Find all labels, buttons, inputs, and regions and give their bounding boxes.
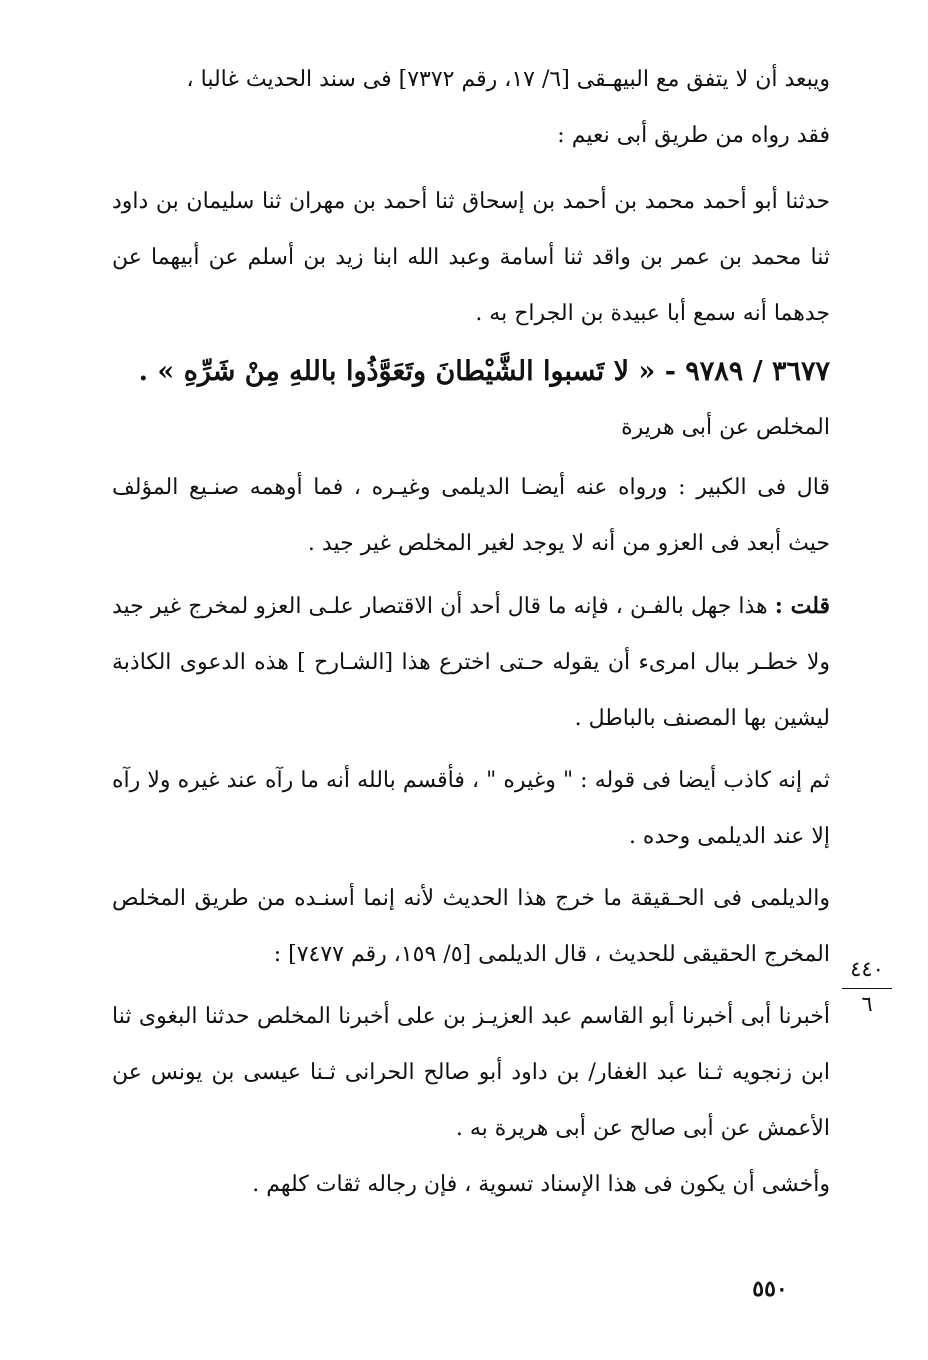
page-body	[112, 52, 830, 1213]
hadith-source	[112, 402, 830, 454]
paragraph-al-kabir: قال فى الكبير : ورواه عنه أيضـا الديلمى وغيـره ، فما أوهمه صنـيع المؤلف حيث أبعد فى العزو من أنه لا يوجد لغير المخلص غير جيد .	[112, 475, 830, 556]
paragraph-taswiya: وأخشى أن يكون فى هذا الإسناد تسوية ، فإن رجاله ثقات كلهم .	[252, 1172, 830, 1197]
qultu-text: هذا جهل بالفـن ، فإنه ما قال أحد أن الاقتصار علـى العزو لمخرج غير جيد ولا خطـر ببال امرىء أن يقوله حـتى اخترع هذا [الشـارح ] هذه الدعوى الكاذبة ليشين بها المصنف بالباطل .	[112, 594, 830, 731]
qultu-lead: قلت :	[774, 593, 830, 619]
hadith-text: ٣٦٧٧ / ٩٧٨٩ - « لا تَسبوا الشَّيْطانَ وتَعَوَّذُوا باللهِ مِنْ شَرِّهِ » .	[138, 356, 830, 387]
margin-reference-rule	[842, 988, 892, 989]
hadith-source-text: المخلص عن أبى هريرة	[621, 415, 830, 440]
paragraph-kadhib: ثم إنه كاذب أيضا فى قوله : " وغيره " ، فأقسم بالله أنه ما رآه عند غيره ولا رآه إلا عند الديلمى وحده .	[112, 768, 830, 849]
paragraph-daylami: والديلمى فى الحـقيقة ما خرج هذا الحديث لأنه إنما أسنـده من طريق المخلص المخرج الحقيقى للحديث ، قال الديلمى [٥/ ١٥٩، رقم ٧٤٧٧] :	[112, 886, 830, 967]
margin-reference-bottom: ٦	[861, 992, 873, 1016]
paragraph-intro-line-2: فقد رواه من طريق أبى نعيم :	[557, 123, 830, 148]
page-number: ٥٥٠	[752, 1276, 788, 1302]
paragraph-intro-line-1: ويبعد أن لا يتفق مع البيهـقى [٦/ ١٧، رقم ٧٣٧٢] فى سند الحديث غالبا ،	[186, 67, 830, 92]
paragraph-qultu	[112, 578, 830, 747]
margin-page-reference	[838, 956, 896, 1017]
paragraph-isnad-daylami: أخبرنا أبى أخبرنا أبو القاسم عبد العزيـز بن على أخبرنا المخلص حدثنا البغوى ثنا ابن زنجويه ثـنا عبد الغفار/ بن داود أبو صالح الحرانى ثـنا عيسى بن يونس عن الأعمش عن أبى صالح عن أبى هريرة به .	[112, 1004, 830, 1141]
margin-reference-top: ٤٤٠	[850, 957, 884, 981]
paragraph-isnad-abu-nuaym: حدثنا أبو أحمد محمد بن أحمد بن إسحاق ثنا أحمد بن مهران ثنا سليمان بن داود ثنا محمد بن عمر بن واقد ثنا أسامة وعبد الله ابنا زيد بن أسلم عن أبيهما عن جدهما أنه سمع أبا عبيدة بن الجراح به .	[112, 189, 830, 326]
